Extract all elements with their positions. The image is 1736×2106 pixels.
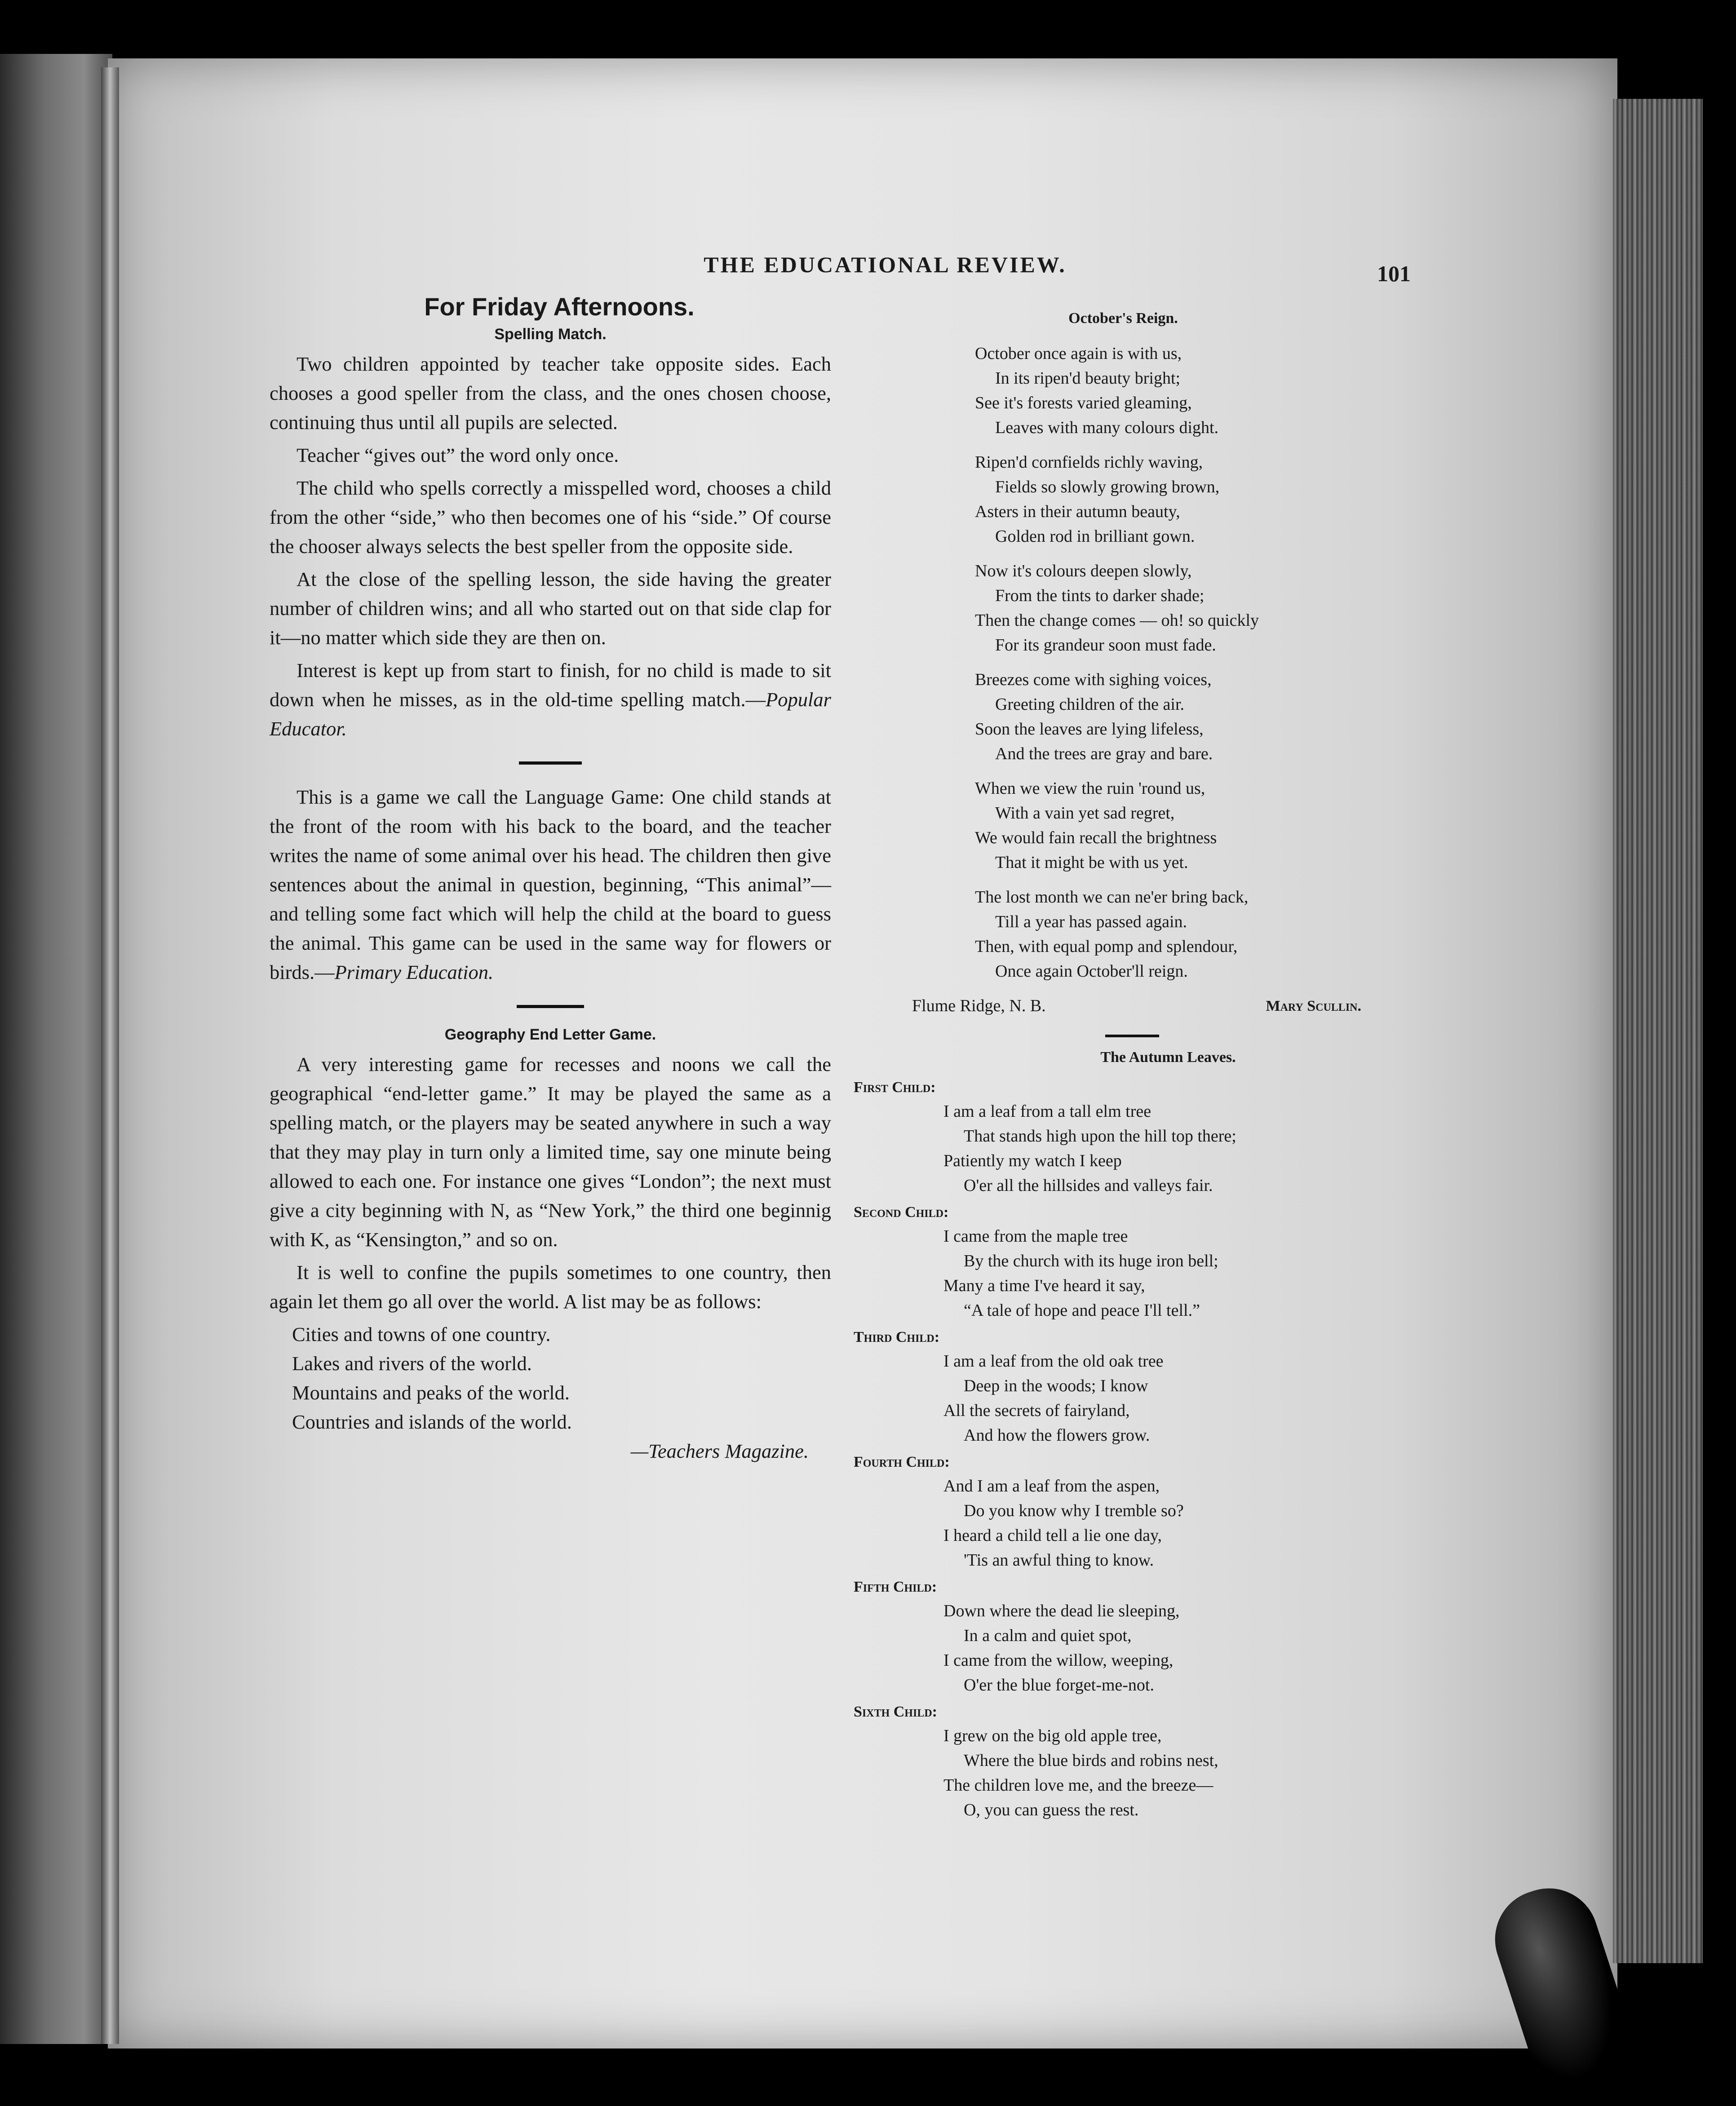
poem-line: Greeting children of the air. — [995, 695, 1185, 714]
poem-line: I heard a child tell a lie one day, — [943, 1526, 1162, 1545]
poem-stanza — [943, 1224, 1402, 1323]
poem-line: All the secrets of fairyland, — [943, 1401, 1130, 1420]
poem-line: Where the blue birds and robins nest, — [964, 1751, 1218, 1770]
paragraph: At the close of the spelling lesson, the side having the greater number of children wins; and all who started out on that side clap for it—no matter which side they are then on. — [270, 568, 831, 649]
poem-line: Now it's colours deepen slowly, — [975, 562, 1192, 580]
poem-stanza — [975, 559, 1402, 658]
poem-stanza — [943, 1724, 1402, 1823]
poem-stanza — [975, 668, 1402, 766]
poem-line: I came from the willow, weeping, — [943, 1651, 1174, 1670]
signature-place: Flume Ridge, N. B. — [912, 996, 1046, 1015]
poem-line: See it's forests varied gleaming, — [975, 394, 1192, 412]
signature-author: Mary Scullin. — [1266, 998, 1361, 1014]
paragraph: A very interesting game for recesses and noons we call the geographical “end-letter game.” It may be played the same as a spelling match, or the players may be seated anywhere in such a way that they may play in turn only a limited time, say one minute being allowed to each one. For instance one gives “London”; the next must give a city beginning with N, as “New York,” the third one beginnig with K, as “Kensington,” and so on. — [270, 1053, 831, 1251]
poem-line: And how the flowers grow. — [964, 1426, 1150, 1445]
source-credit: Popular Educator. — [270, 688, 831, 740]
list-item: Cities and towns of one country. — [292, 1323, 551, 1345]
geography-game-heading: Geography End Letter Game. — [444, 1026, 656, 1043]
poem-line: Golden rod in brilliant gown. — [995, 527, 1195, 546]
left-column — [270, 292, 831, 1864]
poem-stanza — [943, 1474, 1402, 1573]
poem-line: I am a leaf from a tall elm tree — [943, 1102, 1151, 1121]
book-gutter — [101, 67, 119, 2044]
list-item: Mountains and peaks of the world. — [292, 1381, 570, 1404]
speaker-label: Second Child: — [854, 1204, 949, 1221]
running-head: THE EDUCATIONAL REVIEW. — [704, 252, 1067, 277]
poem-line: The lost month we can ne'er bring back, — [975, 888, 1249, 907]
poem-line: With a vain yet sad regret, — [995, 804, 1175, 823]
poem-line: 'Tis an awful thing to know. — [964, 1551, 1154, 1570]
poem-stanza — [975, 450, 1402, 549]
poem-line: In a calm and quiet spot, — [964, 1626, 1132, 1645]
poem-line: The children love me, and the breeze— — [943, 1776, 1213, 1795]
poem-line: O'er the blue forget-me-not. — [964, 1676, 1154, 1695]
poem-line: Soon the leaves are lying lifeless, — [975, 720, 1204, 739]
paragraph-text: This is a game we call the Language Game: One child stands at the front of the room with his back to the board, and the teacher writes the name of some animal over his head. The children then give sentences about the animal in question, beginning, “This animal”—and telling some fact which will help the child at the board to guess the animal. This game can be used in the same way for flowers or birds.— — [270, 786, 831, 983]
poem-parts — [845, 1076, 1402, 1823]
section-title: For Friday Afternoons. — [424, 292, 695, 321]
poem-line: Deep in the woods; I know — [964, 1376, 1148, 1395]
poem-line: O, you can guess the rest. — [964, 1801, 1139, 1819]
speaker-label: Sixth Child: — [854, 1703, 937, 1720]
poem-line: Many a time I've heard it say, — [943, 1276, 1145, 1295]
poem-line: Till a year has passed again. — [995, 912, 1187, 931]
list-item: Lakes and rivers of the world. — [292, 1352, 532, 1375]
poem-stanza — [975, 776, 1402, 875]
poem-line: I am a leaf from the old oak tree — [943, 1352, 1164, 1371]
poem-line: I came from the maple tree — [943, 1227, 1128, 1246]
list-item: Countries and islands of the world. — [292, 1411, 572, 1433]
poem-line: When we view the ruin 'round us, — [975, 779, 1205, 798]
poem-line: That it might be with us yet. — [995, 853, 1188, 872]
poem-title: October's Reign. — [1068, 310, 1178, 327]
poem-line: That stands high upon the hill top there; — [964, 1127, 1236, 1146]
section-divider — [1105, 1035, 1159, 1037]
page-number: 101 — [1377, 261, 1411, 286]
language-game-paragraph — [270, 783, 831, 987]
source-credit: —Teachers Magazine. — [630, 1440, 809, 1462]
poem-line: Breezes come with sighing voices, — [975, 670, 1212, 689]
poem-line: And I am a leaf from the aspen, — [943, 1477, 1160, 1495]
paragraph — [270, 656, 831, 743]
poem-line: Do you know why I tremble so? — [964, 1501, 1184, 1520]
poem-line: For its grandeur soon must fade. — [995, 636, 1216, 655]
speaker-label: Third Child: — [854, 1329, 940, 1345]
poem-stanza — [943, 1599, 1402, 1698]
poem-line: Then, with equal pomp and splendour, — [975, 937, 1238, 956]
poem-line: Asters in their autumn beauty, — [975, 502, 1180, 521]
facing-page-edge — [0, 54, 112, 2044]
poem-line: Patiently my watch I keep — [943, 1151, 1122, 1170]
poem-line: Ripen'd cornfields richly waving, — [975, 453, 1203, 472]
right-column — [845, 310, 1402, 1891]
paragraph: Two children appointed by teacher take opposite sides. Each chooses a good speller from the class, and the ones chosen choose, continuing thus until all pupils are selected. — [270, 353, 831, 434]
poem-line: From the tints to darker shade; — [995, 586, 1205, 605]
paragraph: It is well to confine the pupils sometimes to one country, then again let them go all over the world. A list may be as follows: — [270, 1261, 831, 1313]
poem-line: “A tale of hope and peace I'll tell.” — [964, 1301, 1200, 1320]
poem-line: Down where the dead lie sleeping, — [943, 1602, 1180, 1620]
poem-stanza — [975, 341, 1402, 440]
poem-line: O'er all the hillsides and valleys fair. — [964, 1176, 1213, 1195]
poem-line: In its ripen'd beauty bright; — [995, 369, 1181, 388]
poem-line: We would fain recall the brightness — [975, 828, 1217, 847]
poem-line: By the church with its huge iron bell; — [964, 1252, 1218, 1270]
paragraph: Teacher “gives out” the word only once. — [297, 444, 619, 466]
poem-line: Once again October'll reign. — [995, 962, 1188, 981]
speaker-label: First Child: — [854, 1079, 936, 1096]
poem-line: Then the change comes — oh! so quickly — [975, 611, 1259, 630]
spelling-match-heading: Spelling Match. — [494, 326, 607, 343]
poem-line: Leaves with many colours dight. — [995, 418, 1219, 437]
poem-line: And the trees are gray and bare. — [995, 744, 1213, 763]
poem-signature — [912, 994, 1361, 1018]
section-divider — [517, 1005, 584, 1008]
page-stack-edge — [1613, 99, 1703, 1963]
paragraph-text: Interest is kept up from start to finish, for no child is made to sit down when he misses, as in the old-time spelling match.— — [270, 659, 831, 711]
poem-line: October once again is with us, — [975, 344, 1182, 363]
poem-stanza — [975, 885, 1402, 984]
poem-stanza — [943, 1349, 1402, 1448]
source-credit: Primary Education. — [334, 961, 494, 983]
poem-stanza — [943, 1099, 1402, 1198]
speaker-label: Fourth Child: — [854, 1454, 950, 1470]
poem-line: Fields so slowly growing brown, — [995, 478, 1220, 496]
speaker-label: Fifth Child: — [854, 1579, 937, 1595]
section-divider — [519, 761, 582, 765]
poem-title: The Autumn Leaves. — [1100, 1049, 1236, 1066]
poem-stanzas — [845, 341, 1402, 984]
paragraph: The child who spells correctly a misspelled word, chooses a child from the other “side,” who then becomes one of his “side.” Of course the chooser always selects the best speller from the opposite side. — [270, 477, 831, 557]
poem-line: I grew on the big old apple tree, — [943, 1726, 1162, 1745]
